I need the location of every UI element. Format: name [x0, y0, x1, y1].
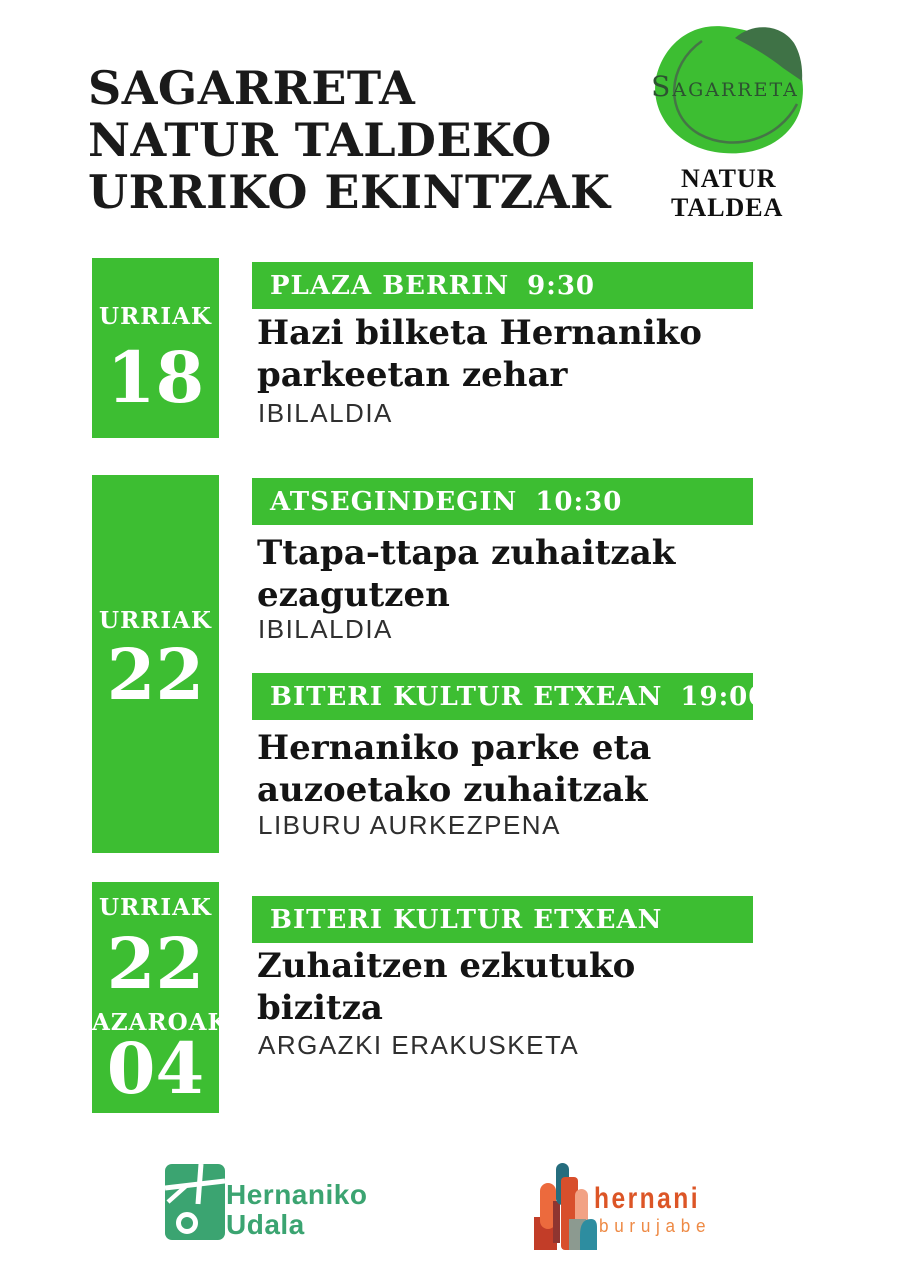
event-category: IBILALDIA: [258, 614, 393, 644]
venue-time: 19:00: [680, 681, 768, 712]
venue-bar: [252, 262, 753, 309]
event-title: [257, 532, 675, 616]
venue-time: 9:30: [527, 270, 596, 301]
hernani-burujabe-logo-icon: [533, 1155, 597, 1259]
hernaniko-udala-logo-icon: [165, 1164, 225, 1244]
date-day-number: 22: [106, 922, 205, 1005]
udala-wordmark-line-2: Udala: [226, 1209, 305, 1240]
event-title: [257, 945, 635, 1029]
hernani-wordmark: hernani: [594, 1182, 701, 1215]
event-title: [257, 312, 702, 396]
event-title-line-2: auzoetako zuhaitzak: [257, 770, 648, 810]
event-title-line-1: Hernaniko parke eta: [257, 728, 652, 768]
title-line-2: NATUR TALDEKO: [88, 113, 552, 167]
event-category: LIBURU AURKEZPENA: [258, 810, 561, 840]
venue-name: BITERI KULTUR ETXEAN: [270, 904, 663, 935]
date-day-number: 18: [106, 336, 205, 419]
venue-bar: [252, 896, 753, 943]
date-month-label: URRIAK: [99, 303, 212, 330]
logo-caption-line-2: TALDEA: [671, 193, 784, 222]
logo-wordmark: [645, 70, 805, 103]
event-category: IBILALDIA: [258, 398, 393, 428]
logo-caption-line-1: NATUR: [681, 164, 777, 193]
event-title-line-2: parkeetan zehar: [257, 355, 568, 395]
event-title-line-2: bizitza: [257, 988, 383, 1028]
title-line-1: SAGARRETA: [88, 61, 416, 115]
event-title: [257, 727, 651, 811]
burujabe-wordmark: burujabe: [599, 1216, 712, 1236]
logo-wordmark-initial: S: [651, 70, 673, 103]
date-month-label: URRIAK: [99, 894, 212, 921]
venue-name: PLAZA BERRIN: [270, 270, 510, 301]
event-title-line-1: Zuhaitzen ezkutuko: [257, 946, 636, 986]
date-day-number: 22: [106, 633, 205, 716]
date-month-label: AZAROAK: [92, 1009, 229, 1036]
event-title-line-1: Ttapa-ttapa zuhaitzak: [257, 533, 676, 573]
page-title: [88, 62, 611, 218]
hernaniko-udala-wordmark: [226, 1180, 367, 1240]
venue-name: BITERI KULTUR ETXEAN: [270, 681, 663, 712]
date-box-urriak-22: [92, 475, 219, 853]
date-month-label: URRIAK: [99, 607, 212, 634]
date-box-urriak-18: [92, 258, 219, 438]
venue-time: 10:30: [535, 486, 623, 517]
date-box-urriak22-azaroak04: [92, 882, 229, 1113]
venue-bar: [252, 673, 768, 720]
title-line-3: URRIKO EKINTZAK: [88, 165, 611, 219]
logo-caption: [671, 164, 783, 222]
event-title-line-1: Hazi bilketa Hernaniko: [257, 313, 702, 353]
event-title-line-2: ezagutzen: [257, 575, 450, 615]
sagarreta-logo: [645, 18, 817, 230]
date-day-number: 04: [106, 1027, 205, 1110]
event-category: ARGAZKI ERAKUSKETA: [258, 1030, 580, 1060]
venue-name: ATSEGINDEGIN: [270, 486, 518, 517]
udala-wordmark-line-1: Hernaniko: [226, 1179, 368, 1210]
logo-wordmark-rest: AGARRETA: [672, 79, 799, 101]
venue-bar: [252, 478, 753, 525]
